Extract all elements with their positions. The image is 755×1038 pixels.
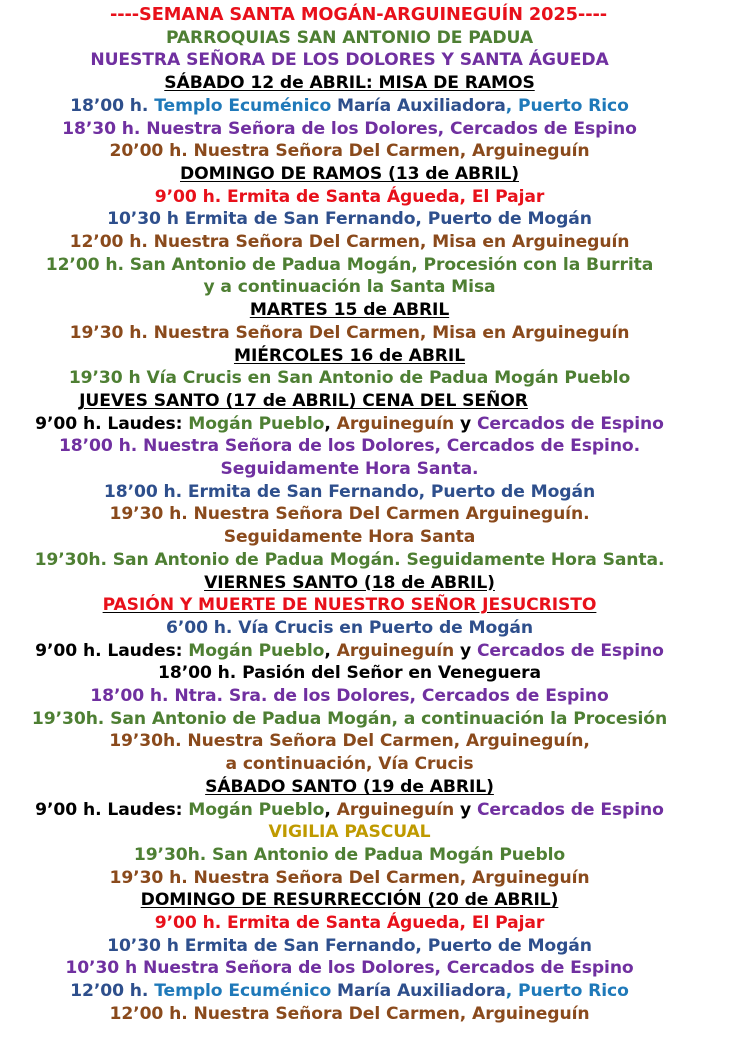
line-text-segment: Mogán Pueblo (188, 413, 325, 434)
line-text-segment: y (454, 413, 477, 434)
line-text-segment: 19’30 h. Nuestra Señora Del Carmen, Misa en Arguineguín (69, 322, 630, 343)
line-text-segment: 9’00 h. Laudes: (35, 413, 189, 434)
line-text-segment: 19’30 h Vía Crucis en San Antonio de Padua Mogán Pueblo (68, 368, 631, 389)
section-heading (0, 889, 727, 912)
line-text-segment: 19’30 h. Nuestra Señora Del Carmen, Arguineguín (109, 867, 590, 888)
line-text-segment: JUEVES SANTO (17 de ABRIL) CENA DEL SEÑOR (79, 390, 528, 411)
line-text-segment: 9’00 h. Ermita de Santa Águeda, El Pajar (154, 913, 545, 933)
line-text-segment: 12’00 h. Nuestra Señora Del Carmen, Arguineguín (109, 1003, 590, 1024)
line-text-segment: Mogán Pueblo (188, 799, 325, 820)
line-text-segment: 18’00 h. Ntra. Sra. de los Dolores, Cercados de Espino (90, 686, 609, 706)
line-text-segment: 12’00 h. (70, 981, 155, 1002)
line-text-segment: 19’30h. San Antonio de Padua Mogán, a continuación la Procesión (31, 708, 668, 729)
schedule-line (0, 322, 727, 345)
schedule-line (0, 912, 727, 935)
schedule-line (0, 617, 727, 640)
schedule-line (0, 526, 727, 549)
schedule-line (0, 1003, 727, 1026)
line-text-segment: Cercados de Espino (476, 799, 664, 820)
line-text-segment: y (454, 640, 477, 661)
line-text-segment: VIERNES SANTO (18 de ABRIL) (204, 572, 495, 593)
line-text-segment: 10’30 h Ermita de San Fernando, Puerto de Mogán (107, 209, 592, 230)
line-text-segment: Templo Ecuménico (154, 981, 337, 1002)
line-text-segment: María Auxiliadora (337, 95, 506, 116)
section-heading (0, 163, 727, 186)
schedule-line (0, 458, 727, 481)
line-text-segment: SÁBADO SANTO (19 de ABRIL) (205, 776, 494, 797)
line-text-segment: 9’00 h. Ermita de Santa Águeda, El Pajar (154, 186, 545, 207)
line-text-segment: PASIÓN Y MUERTE DE NUESTRO SEÑOR JESUCRISTO (102, 595, 597, 616)
page-title (0, 4, 736, 27)
section-heading (0, 572, 727, 595)
line-text-segment: Arguineguín (336, 413, 455, 434)
line-text-segment: 19’30h. San Antonio de Padua Mogán. Seguidamente Hora Santa. (34, 549, 665, 570)
line-text-segment: 18’00 h. Nuestra Señora de los Dolores, Cercados de Espino. (58, 436, 641, 457)
line-text-segment: 19’30h. Nuestra Señora Del Carmen, Arguineguín, (109, 731, 590, 752)
line-text-segment: , Puerto Rico (505, 981, 629, 1002)
line-text-segment: a continuación, Vía Crucis (225, 754, 474, 775)
schedule-line (0, 118, 727, 141)
line-text-segment: ----SEMANA SANTA MOGÁN-ARGUINEGUÍN 2025---- (109, 5, 608, 25)
schedule-line (0, 640, 727, 663)
schedule-line (0, 957, 727, 980)
schedule-line (0, 367, 727, 390)
schedule-line (0, 685, 727, 708)
line-text-segment: María Auxiliadora (337, 981, 506, 1002)
line-text-segment: 12’00 h. San Antonio de Padua Mogán, Procesión con la Burrita (45, 254, 654, 275)
schedule-line (0, 435, 727, 458)
schedule-line (0, 481, 727, 504)
schedule-line (0, 140, 727, 163)
schedule-line (0, 821, 727, 844)
line-text-segment: 18’00 h. (70, 95, 155, 116)
line-text-segment: Mogán Pueblo (188, 640, 325, 661)
schedule-line (0, 231, 727, 254)
line-text-segment: 19’30h. San Antonio de Padua Mogán Pueblo (133, 844, 566, 865)
section-heading (0, 72, 727, 95)
schedule-line (0, 935, 727, 958)
line-text-segment: Arguineguín (336, 640, 455, 661)
schedule-line (0, 27, 727, 50)
schedule-line (0, 867, 727, 890)
line-text-segment: 18’30 h. Nuestra Señora de los Dolores, Cercados de Espino (62, 118, 637, 139)
schedule-line (0, 844, 727, 867)
section-heading (0, 299, 727, 322)
schedule-line (0, 708, 727, 731)
line-text-segment: 18’00 h. Ermita de San Fernando, Puerto de Mogán (103, 481, 596, 502)
schedule-line (0, 662, 727, 685)
line-text-segment: 18’00 h. Pasión del Señor en Veneguera (158, 663, 541, 684)
line-text-segment: 19’30 h. Nuestra Señora Del Carmen Arguineguín. (109, 504, 590, 525)
schedule-line (0, 49, 727, 72)
schedule-line (0, 208, 727, 231)
schedule-line (0, 799, 727, 822)
schedule-line (0, 980, 727, 1003)
section-heading (0, 390, 681, 413)
line-text-segment: y a continuación la Santa Misa (203, 277, 496, 298)
line-text-segment: , (324, 640, 337, 661)
line-text-segment: 10’30 h Nuestra Señora de los Dolores, Cercados de Espino (65, 958, 634, 979)
schedule-line (0, 503, 727, 526)
line-text-segment: 6’00 h. Vía Crucis en Puerto de Mogán (165, 617, 533, 638)
line-text-segment: PARROQUIAS SAN ANTONIO DE PADUA (165, 27, 533, 48)
line-text-segment: 20’00 h. Nuestra Señora Del Carmen, Arguineguín (109, 141, 590, 162)
line-text-segment: Templo Ecuménico (154, 95, 337, 116)
schedule-line (0, 186, 727, 209)
schedule-line (0, 276, 727, 299)
section-heading (0, 594, 727, 617)
line-text-segment: VIGILIA PASCUAL (268, 822, 431, 843)
schedule-line (0, 413, 727, 436)
schedule-line (0, 753, 727, 776)
line-text-segment: 12’00 h. Nuestra Señora Del Carmen, Misa en Arguineguín (69, 232, 630, 252)
schedule-line (0, 730, 727, 753)
schedule-line (0, 95, 727, 118)
line-text-segment: DOMINGO DE RAMOS (13 de ABRIL) (180, 163, 519, 184)
line-text-segment: Seguidamente Hora Santa (223, 527, 476, 548)
line-text-segment: Arguineguín (336, 799, 455, 820)
line-text-segment: MIÉRCOLES 16 de ABRIL (233, 345, 466, 366)
line-text-segment: 10’30 h Ermita de San Fernando, Puerto de Mogán (107, 935, 592, 956)
line-text-segment: 9’00 h. Laudes: (35, 640, 189, 661)
line-text-segment: DOMINGO DE RESURRECCIÓN (20 de ABRIL) (140, 890, 559, 911)
line-text-segment: Seguidamente Hora Santa. (220, 459, 479, 479)
line-text-segment: NUESTRA SEÑORA DE LOS DOLORES Y SANTA ÁGUEDA (90, 50, 609, 71)
schedule-line (0, 549, 727, 572)
section-heading (0, 345, 727, 368)
schedule-line (0, 254, 727, 277)
line-text-segment: Cercados de Espino (476, 413, 664, 434)
line-text-segment: y (454, 799, 477, 820)
line-text-segment: MARTES 15 de ABRIL (249, 300, 450, 321)
line-text-segment: 9’00 h. Laudes: (35, 799, 189, 820)
section-heading (0, 776, 727, 799)
line-text-segment: , Puerto Rico (505, 95, 629, 116)
line-text-segment: , (324, 799, 337, 820)
line-text-segment: SÁBADO 12 de ABRIL: MISA DE RAMOS (164, 73, 535, 94)
line-text-segment: Cercados de Espino (476, 640, 664, 661)
line-text-segment: , (324, 413, 337, 434)
